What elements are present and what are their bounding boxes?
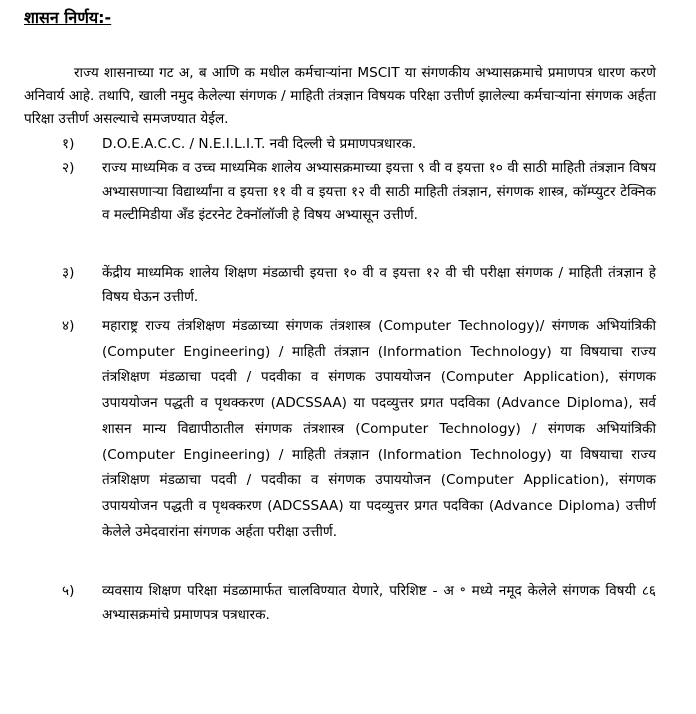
list-item-number: ५) xyxy=(62,583,75,599)
list-item xyxy=(62,580,656,627)
list-item xyxy=(62,157,656,228)
list-item xyxy=(62,314,656,545)
list-item-text: केंद्रीय माध्यमिक शालेय शिक्षण मंडळाची इयत्ता १० वी व इयत्ता १२ वी ची परीक्षा संगणक / माहिती तंत्रज्ञान हे विषय घेऊन उत्तीर्ण. xyxy=(102,265,656,305)
list-item xyxy=(62,262,656,309)
list-item xyxy=(62,133,656,157)
list-item-number: ४) xyxy=(62,318,75,334)
list-item-text: D.O.E.A.C.C. / N.E.I.L.I.T. नवी दिल्ली चे प्रमाणपत्रधारक. xyxy=(102,136,417,152)
list-item-text: राज्य माध्यमिक व उच्च माध्यमिक शालेय अभ्यासक्रमाच्या इयत्ता ९ वी व इयत्ता १० वी साठी माहिती तंत्रज्ञान विषय अभ्यासणाऱ्या विद्यार्थ्यांना व इयत्ता ११ वी व इयत्ता १२ वी साठी माहिती तंत्रज्ञान, संगणक शास्त्र, कॉम्प्युटर टेक्निक व मल्टीमिडीया अँड इंटरनेट टेक्नॉलॉजी हे विषय अभ्यासून उत्तीर्ण. xyxy=(102,160,656,223)
list-item-number: २) xyxy=(62,160,75,176)
list-item-number: ३) xyxy=(62,265,75,281)
list-item-number: १) xyxy=(62,136,75,152)
list-item-text: व्यवसाय शिक्षण परिक्षा मंडळामार्फत चालविण्यात येणारे, परिशिष्ट - अ ॰ मध्ये नमूद केलेले संगणक विषयी ८६ अभ्यासक्रमांचे प्रमाणपत्र पत्रधारक. xyxy=(102,583,656,623)
list-item-text: महाराष्ट्र राज्य तंत्रशिक्षण मंडळाच्या संगणक तंत्रशास्त्र (Computer Technology)/ संगणक अभियांत्रिकी (Computer Engineering) / माहिती तंत्रज्ञान (Information Technology) या विषयाचा राज्य तंत्रशिक्षण मंडळाचा पदवी / पदवीका व संगणक उपाययोजन (Computer Application), संगणक उपाययोजन पद्धती व पृथक्करण (ADCSSAA) या पदव्युत्तर प्रगत पदविका (Advance Diploma), सर्व शासन मान्य विद्यापीठातील संगणक तंत्रशास्त्र (Computer Technology) / संगणक अभियांत्रिकी (Computer Engineering) / माहिती तंत्रज्ञान (Information Technology) या विषयाचा राज्य तंत्रशिक्षण मंडळाचा पदवी / पदवीका व संगणक उपाययोजन (Computer Application), संगणक उपाययोजन पद्धती व पृथक्करण (ADCSSAA) या पदव्युत्तर प्रगत पदविका (Advance Diploma) उत्तीर्ण केलेले उमेदवारांना संगणक अर्हता परीक्षा उत्तीर्ण. xyxy=(102,318,656,540)
intro-paragraph: राज्य शासनाच्या गट अ, ब आणि क मधील कर्मचाऱ्यांना MSCIT या संगणकीय अभ्यासक्रमाचे प्रमाणपत्र धारण करणे अनिवार्य आहे. तथापि, खाली नमुद केलेल्या संगणक / माहिती तंत्रज्ञान विषयक परिक्षा उत्तीर्ण झालेल्या कर्मचाऱ्यांना संगणक अर्हता परिक्षा उत्तीर्ण असल्याचे समजण्यात येईल. xyxy=(24,65,656,127)
page-title: शासन निर्णय:- xyxy=(24,8,112,27)
